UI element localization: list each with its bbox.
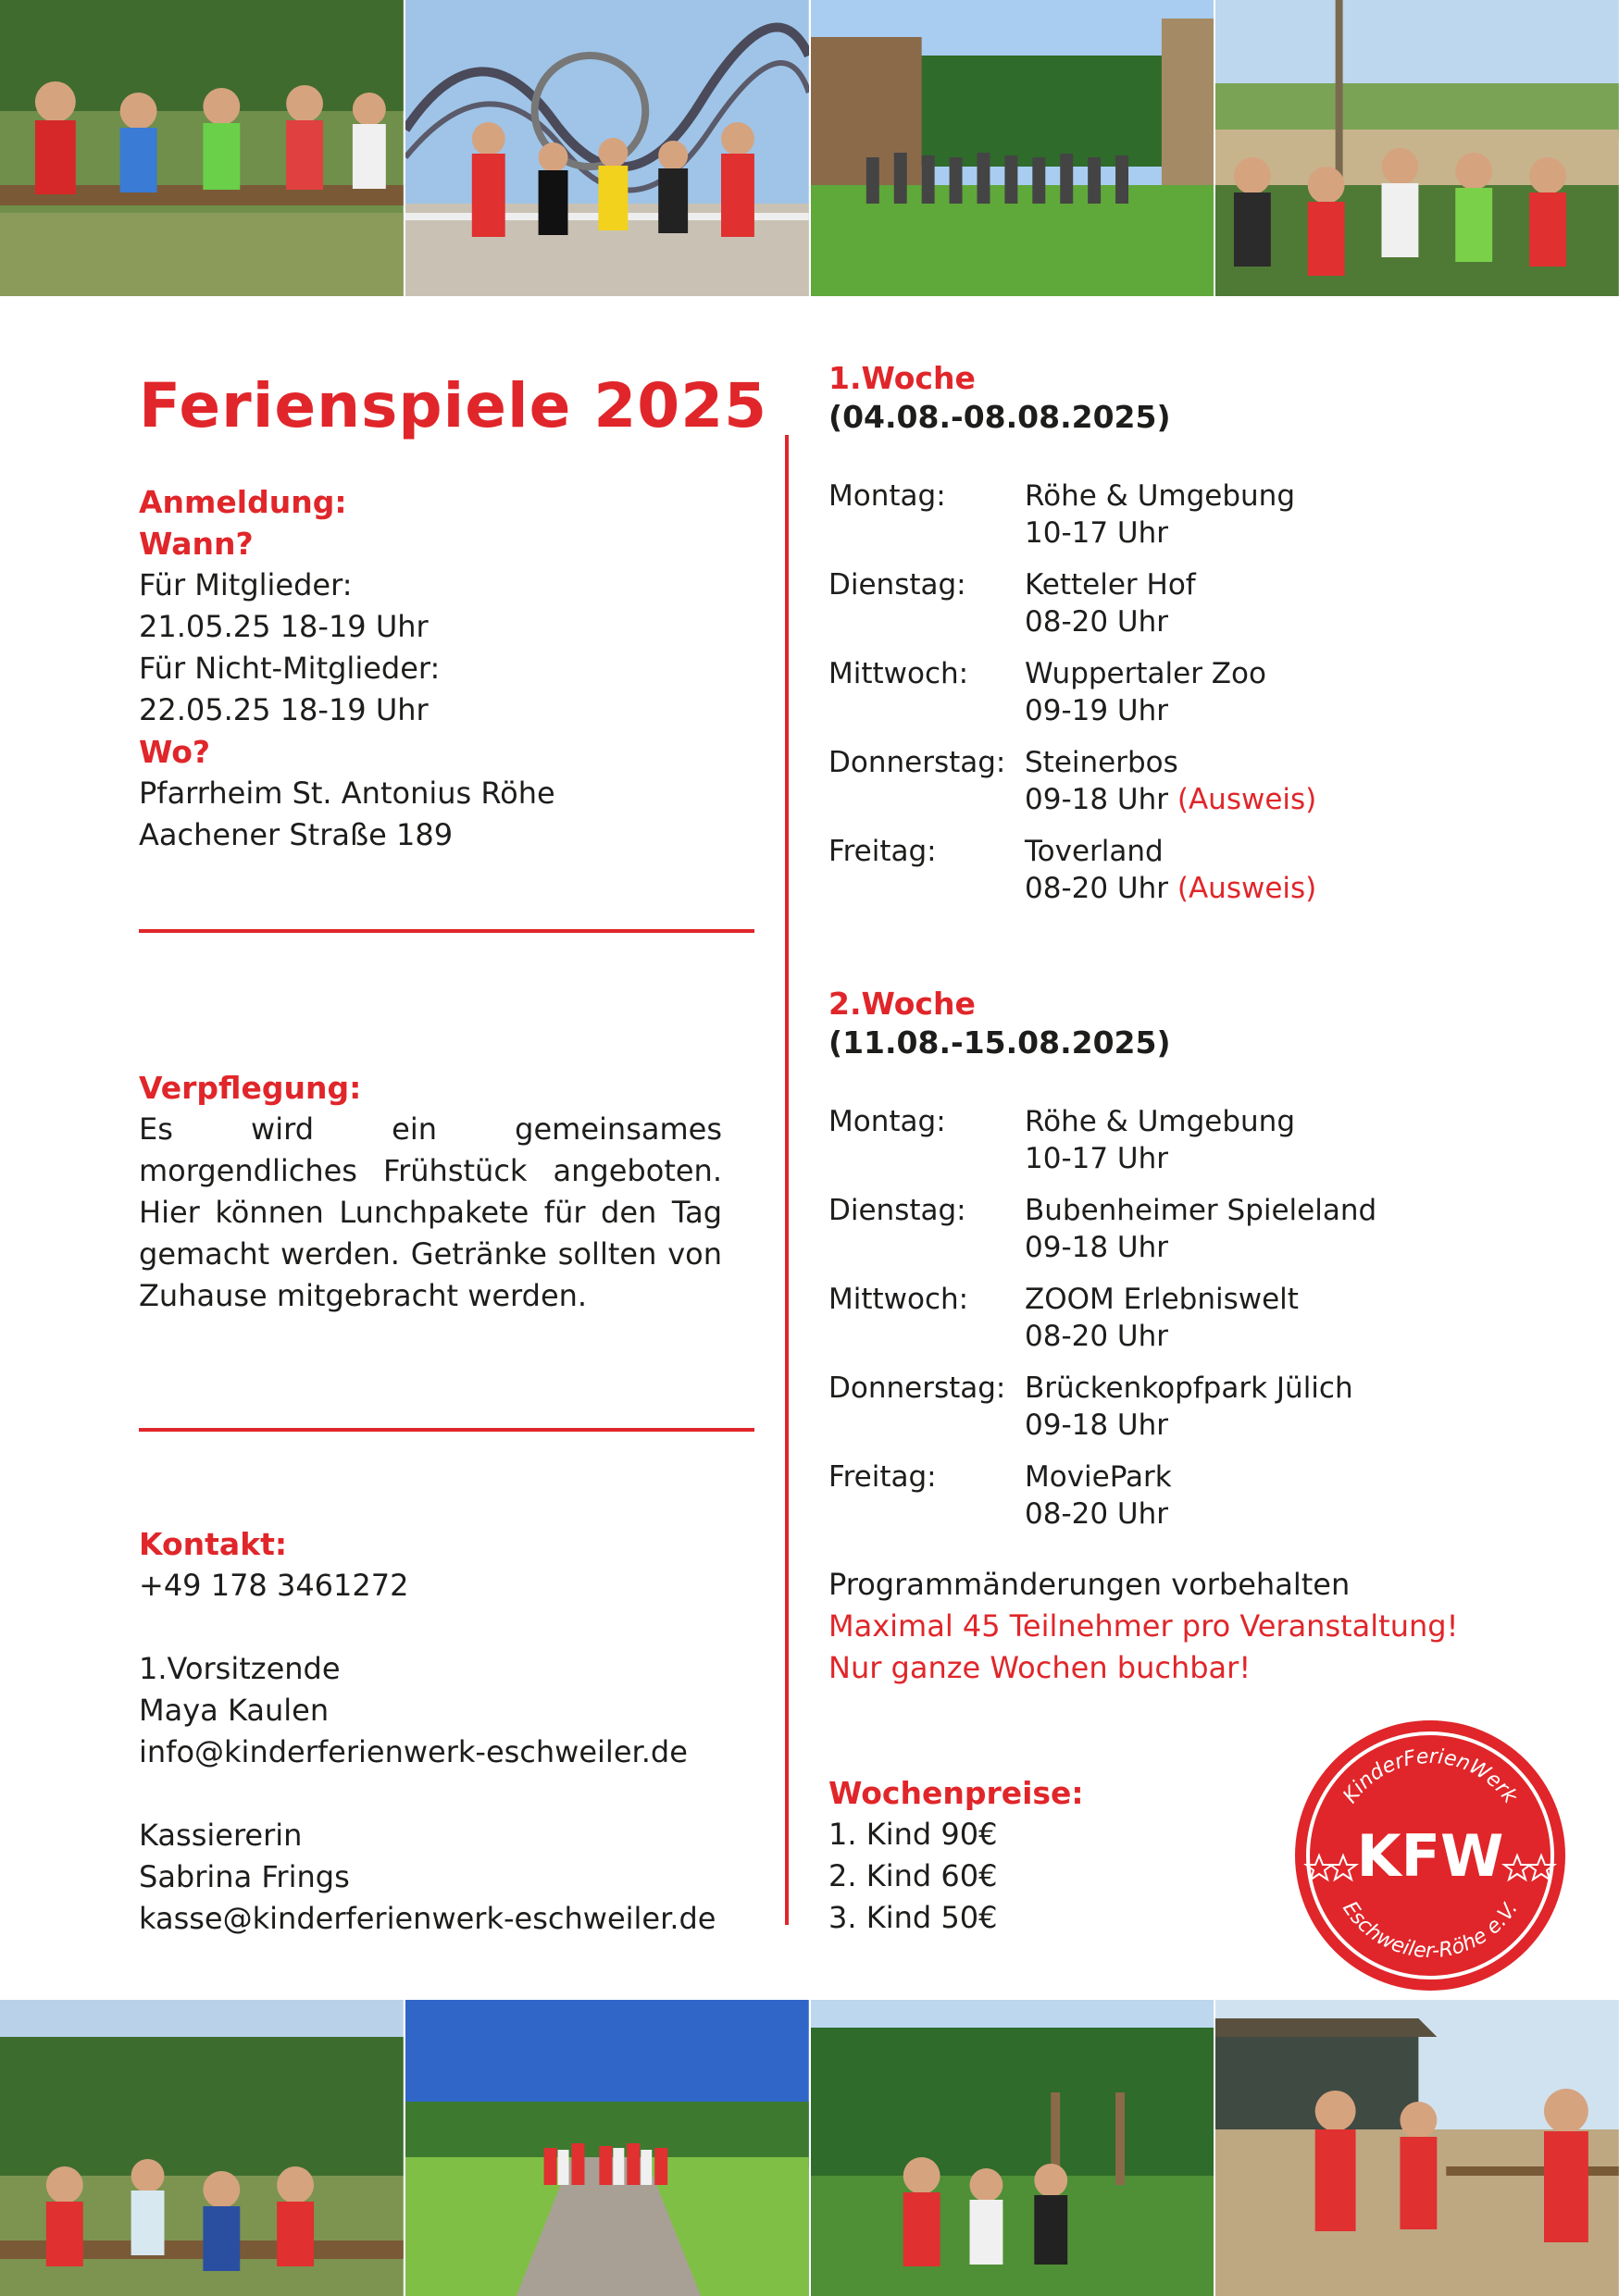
page-title: Ferienspiele 2025: [139, 370, 768, 441]
treasurer-email[interactable]: kasse@kinderferienwerk-eschweiler.de: [139, 1901, 716, 1936]
photo-group-rollercoaster: [405, 0, 811, 296]
price-item: 3. Kind 50€: [828, 1900, 998, 1935]
schedule-row: [828, 833, 1588, 907]
schedule-place: Röhe & Umgebung: [1025, 479, 1296, 513]
anmeldung-heading: Anmeldung:: [139, 484, 347, 520]
chair-email[interactable]: info@kinderferienwerk-eschweiler.de: [139, 1734, 688, 1769]
kfw-stamp-logo: [1291, 1717, 1569, 1994]
wo-label: Wo?: [139, 734, 211, 770]
schedule-place: Brückenkopfpark Jülich: [1025, 1371, 1353, 1405]
stamp-bottom-text: Eschweiler-Röhe e.V.: [1338, 1897, 1523, 1964]
schedule-time: 08-20 Uhr: [1025, 1497, 1169, 1531]
schedule-day: Montag:: [828, 1105, 946, 1138]
wann-label: Wann?: [139, 526, 254, 562]
schedule-place: Wuppertaler Zoo: [1025, 657, 1266, 690]
schedule-place: Röhe & Umgebung: [1025, 1105, 1296, 1138]
week1-dates: (04.08.-08.08.2025): [828, 399, 1171, 435]
schedule-day: Dienstag:: [828, 568, 966, 602]
schedule-row: [828, 566, 1588, 640]
anmeldung-section: [139, 481, 722, 856]
photo-kids-at-zoo: [1215, 0, 1619, 296]
schedule-day: Donnerstag:: [828, 746, 1006, 779]
id-required-note: (Ausweis): [1177, 783, 1317, 816]
chair-name: Maya Kaulen: [139, 1693, 330, 1728]
id-required-note: (Ausweis): [1177, 872, 1317, 905]
schedule-row: [828, 478, 1588, 552]
column-divider: [785, 435, 789, 1925]
schedule-time: 09-18 Uhr: [1025, 1409, 1169, 1442]
location-line: Aachener Straße 189: [139, 817, 454, 852]
location-line: Pfarrheim St. Antonius Röhe: [139, 776, 555, 811]
schedule-place: Bubenheimer Spieleland: [1025, 1194, 1377, 1227]
schedule-place: Toverland: [1025, 835, 1164, 868]
price-item: 2. Kind 60€: [828, 1858, 998, 1893]
photo-kids-at-petting-zoo: [1215, 2000, 1619, 2296]
week1-section: [828, 359, 1588, 922]
kontakt-section: [139, 1523, 722, 1940]
week2-dates: (11.08.-15.08.2025): [828, 1024, 1171, 1061]
photo-kids-on-bench: [0, 0, 405, 296]
schedule-time: 08-20 Uhr: [1025, 872, 1169, 905]
photo-kids-on-playground: [811, 2000, 1216, 2296]
schedule-place: Ketteler Hof: [1025, 568, 1196, 602]
photo-kids-resting: [0, 2000, 405, 2296]
schedule-row: [828, 744, 1588, 818]
schedule-row: [828, 1281, 1588, 1355]
schedule-row: [828, 1192, 1588, 1266]
photo-group-on-path: [405, 2000, 811, 2296]
prices-heading: Wochenpreise:: [828, 1775, 1084, 1811]
treasurer-role: Kassiererin: [139, 1818, 303, 1853]
program-changes-note: Programmänderungen vorbehalten: [828, 1567, 1351, 1602]
week2-section: [828, 985, 1588, 1547]
schedule-place: Steinerbos: [1025, 746, 1178, 779]
schedule-time: 10-17 Uhr: [1025, 516, 1169, 550]
schedule-row: [828, 1458, 1588, 1533]
kontakt-heading: Kontakt:: [139, 1526, 288, 1562]
chair-role: 1.Vorsitzende: [139, 1651, 341, 1686]
schedule-day: Mittwoch:: [828, 1283, 969, 1316]
schedule-time: 09-18 Uhr: [1025, 1231, 1169, 1264]
stamp-center-text: KFW: [1356, 1822, 1504, 1890]
schedule-day: Freitag:: [828, 835, 937, 868]
divider: [139, 1428, 754, 1432]
verpflegung-section: [139, 1067, 722, 1317]
schedule-time: 10-17 Uhr: [1025, 1142, 1169, 1175]
schedule-day: Dienstag:: [828, 1194, 966, 1227]
schedule-time: 08-20 Uhr: [1025, 605, 1169, 639]
schedule-row: [828, 655, 1588, 729]
schedule-day: Mittwoch:: [828, 657, 969, 690]
anmeldung-line: 22.05.25 18-19 Uhr: [139, 692, 429, 727]
schedule-day: Montag:: [828, 479, 946, 513]
schedule-time: 09-19 Uhr: [1025, 694, 1169, 727]
schedule-row: [828, 1370, 1588, 1444]
price-item: 1. Kind 90€: [828, 1817, 998, 1852]
anmeldung-line: Für Nicht-Mitglieder:: [139, 651, 441, 686]
verpflegung-heading: Verpflegung:: [139, 1070, 362, 1106]
bottom-photo-strip: [0, 2000, 1619, 2296]
treasurer-name: Sabrina Frings: [139, 1859, 350, 1894]
week1-title: 1.Woche: [828, 360, 976, 396]
schedule-row: [828, 1103, 1588, 1177]
notes-section: [828, 1564, 1588, 1689]
schedule-time: 08-20 Uhr: [1025, 1320, 1169, 1353]
anmeldung-line: Für Mitglieder:: [139, 567, 353, 602]
week2-title: 2.Woche: [828, 986, 976, 1022]
schedule-day: Freitag:: [828, 1460, 937, 1494]
stamp-top-text: KinderFerienWerk: [1339, 1744, 1522, 1808]
schedule-place: ZOOM Erlebniswelt: [1025, 1283, 1299, 1316]
divider: [139, 929, 754, 933]
schedule-time: 09-18 Uhr: [1025, 783, 1169, 816]
schedule-day: Donnerstag:: [828, 1371, 1006, 1405]
max-participants-note: Maximal 45 Teilnehmer pro Veranstaltung!: [828, 1608, 1459, 1644]
schedule-place: MoviePark: [1025, 1460, 1172, 1494]
verpflegung-text: Es wird ein gemeinsames morgendliches Frühstück angeboten. Hier können Lunchpakete für den Tag gemacht werden. Getränke sollten von Zuhause mitgebracht werden.: [139, 1111, 722, 1313]
phone-number: +49 178 3461272: [139, 1568, 409, 1603]
top-photo-strip: [0, 0, 1619, 296]
photo-kids-on-lawn: [811, 0, 1216, 296]
full-weeks-note: Nur ganze Wochen buchbar!: [828, 1650, 1252, 1685]
anmeldung-line: 21.05.25 18-19 Uhr: [139, 609, 429, 644]
